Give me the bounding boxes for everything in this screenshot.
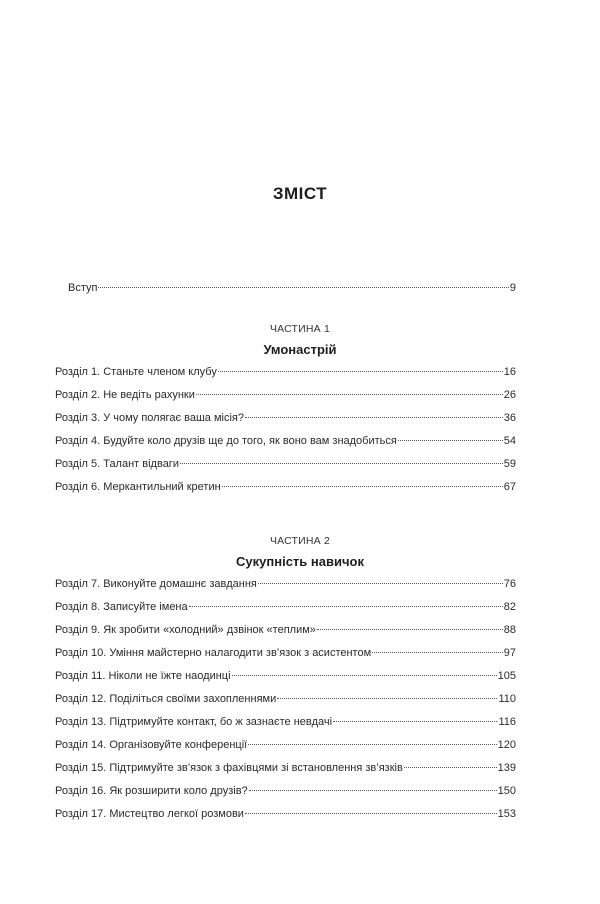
dot-leader (245, 417, 503, 418)
toc-entry-label: Розділ 6. Меркантильний кретин (55, 481, 221, 493)
toc-entry-page: 139 (497, 762, 516, 774)
toc-entry-label: Розділ 10. Уміння майстерно налагодити зв’язок з асистентом (55, 647, 372, 659)
toc-entry-label: Розділ 2. Не ведіть рахунки (55, 389, 195, 401)
toc-entry-label: Розділ 3. У чому полягає ваша місія? (55, 412, 244, 424)
toc-entry-label: Розділ 4. Будуйте коло друзів ще до того, як воно вам знадобиться (55, 435, 397, 447)
toc-entry-page: 76 (503, 578, 516, 590)
dot-leader (196, 394, 503, 395)
part-1-label: ЧАСТИНА 1 (269, 323, 331, 335)
toc-entry-label: Розділ 14. Організовуйте конференції (55, 739, 248, 751)
dot-leader (180, 463, 503, 464)
part-2-label: ЧАСТИНА 2 (269, 535, 331, 547)
toc-entry-label: Розділ 1. Станьте членом клубу (55, 366, 217, 378)
toc-entry-chapter-3[interactable] (55, 411, 516, 425)
toc-entry-page: 110 (498, 693, 516, 705)
toc-entry-page: 26 (503, 389, 516, 401)
page-title: ЗМІСТ (272, 184, 328, 203)
toc-entry-page: 120 (497, 739, 516, 751)
toc-entry-chapter-9[interactable] (55, 623, 516, 637)
toc-entry-label: Розділ 5. Талант відваги (55, 458, 179, 470)
dot-leader (398, 440, 503, 441)
part-1-title: Умонастрій (263, 342, 337, 357)
toc-entry-label: Вступ (68, 282, 98, 294)
toc-entry-page: 105 (497, 670, 516, 682)
toc-entry-intro[interactable] (68, 281, 516, 295)
toc-entry-chapter-7[interactable] (55, 577, 516, 591)
toc-entry-page: 54 (503, 435, 516, 447)
toc-entry-page: 59 (503, 458, 516, 470)
toc-entry-chapter-4[interactable] (55, 434, 516, 448)
toc-entry-chapter-2[interactable] (55, 388, 516, 402)
toc-entry-page: 116 (498, 716, 516, 728)
dot-leader (248, 744, 496, 745)
dot-leader (258, 583, 503, 584)
toc-entry-label: Розділ 13. Підтримуйте контакт, бо ж зазнаєте невдачі (55, 716, 333, 728)
toc-entry-label: Розділ 9. Як зробити «холодний» дзвінок «теплим» (55, 624, 316, 636)
dot-leader (245, 813, 497, 814)
toc-entry-page: 82 (503, 601, 516, 613)
toc-entry-label: Розділ 17. Мистецтво легкої розмови (55, 808, 244, 820)
toc-entry-chapter-16[interactable] (55, 784, 516, 798)
toc-entry-chapter-14[interactable] (55, 738, 516, 752)
dot-leader (232, 675, 497, 676)
dot-leader (372, 652, 503, 653)
toc-entry-chapter-11[interactable] (55, 669, 516, 683)
toc-entry-page: 16 (503, 366, 516, 378)
dot-leader (333, 721, 497, 722)
toc-entry-page: 88 (503, 624, 516, 636)
toc-entry-page: 67 (503, 481, 516, 493)
toc-entry-chapter-13[interactable] (55, 715, 516, 729)
toc-entry-page: 97 (503, 647, 516, 659)
toc-entry-chapter-5[interactable] (55, 457, 516, 471)
toc-entry-page: 153 (497, 808, 516, 820)
toc-entry-chapter-17[interactable] (55, 807, 516, 821)
toc-entry-page: 36 (503, 412, 516, 424)
toc-entry-page: 9 (509, 282, 516, 294)
toc-entry-chapter-12[interactable] (55, 692, 516, 706)
toc-entry-chapter-10[interactable] (55, 646, 516, 660)
toc-entry-label: Розділ 7. Виконуйте домашнє завдання (55, 578, 257, 590)
dot-leader (218, 371, 503, 372)
toc-entry-page: 150 (497, 785, 516, 797)
dot-leader (277, 698, 497, 699)
toc-entry-label: Розділ 15. Підтримуйте зв’язок з фахівцями зі встановлення зв’язків (55, 762, 403, 774)
toc-entry-chapter-15[interactable] (55, 761, 516, 775)
toc-entry-chapter-1[interactable] (55, 365, 516, 379)
toc-entry-label: Розділ 12. Поділіться своїми захопленнями (55, 693, 277, 705)
dot-leader (404, 767, 497, 768)
dot-leader (222, 486, 503, 487)
dot-leader (189, 606, 503, 607)
toc-entry-label: Розділ 8. Записуйте імена (55, 601, 188, 613)
dot-leader (98, 287, 508, 288)
dot-leader (249, 790, 497, 791)
dot-leader (317, 629, 503, 630)
toc-entry-chapter-8[interactable] (55, 600, 516, 614)
part-2-title: Сукупність навичок (236, 554, 364, 569)
toc-entry-chapter-6[interactable] (55, 480, 516, 494)
toc-entry-label: Розділ 11. Ніколи не їжте наодинці (55, 670, 231, 682)
toc-entry-label: Розділ 16. Як розширити коло друзів? (55, 785, 248, 797)
